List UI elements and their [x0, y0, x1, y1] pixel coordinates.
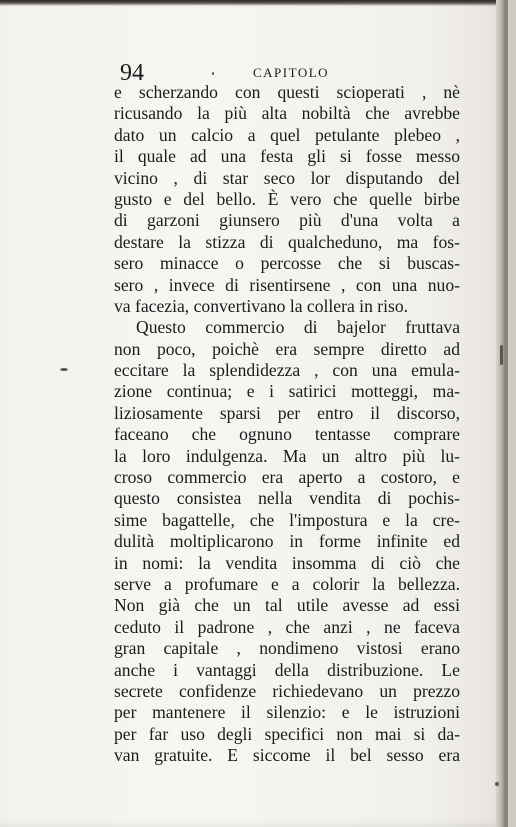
- text-line: ricusando la più alta nobiltà che avrebbe: [114, 103, 460, 124]
- text-line: vicino , di star seco lor disputando del: [114, 167, 460, 188]
- text-line: serve a profumare e a colorir la bellezza.: [114, 573, 460, 594]
- text-line: per far uso degli specifici non mai si da-: [114, 723, 460, 744]
- text-line: dato un calcio a quel petulante plebeo ,: [114, 124, 460, 145]
- ink-spot: [212, 72, 214, 75]
- text-line: di garzoni giunsero più d'una volta a: [114, 210, 460, 231]
- ink-spot: [495, 782, 499, 786]
- text-line: in nomi: la vendita insomma di ciò che: [114, 552, 460, 573]
- text-line: destare la stizza di qualcheduno, ma fos-: [114, 231, 460, 252]
- text-line: e scherzando con questi scioperati , nè: [114, 82, 460, 102]
- page-number: 94: [120, 60, 144, 86]
- text-line: ceduto il padrone , che anzi , ne faceva: [114, 616, 460, 637]
- text-line: eccitare la splendidezza , con una emula-: [114, 360, 460, 381]
- paragraph-end-line: va facezia, convertivano la collera in riso.: [114, 295, 409, 316]
- text-line: la loro indulgenza. Ma un altro più lu-: [114, 445, 460, 466]
- text-line: sime bagattelle, che l'impostura e la cre-: [114, 509, 460, 530]
- text-line: gran capitale , nondimeno vistosi erano: [114, 638, 460, 659]
- text-line: faceano che ognuno tentasse comprare: [114, 424, 460, 445]
- text-line: dulità moltiplicarono in forme infinite ed: [114, 531, 460, 552]
- text-line: sero minacce o percosse che si buscas-: [114, 253, 460, 274]
- text-line: liziosamente sparsi per entro il discorso,: [114, 402, 460, 423]
- text-line: sero , invece di risentirsene , con una nuo-: [114, 274, 460, 295]
- text-line: zione continua; e i satirici motteggi, ma-: [114, 381, 460, 402]
- text-line: gusto e del bello. È vero che quelle birbe: [114, 188, 460, 209]
- text-line: il quale ad una festa gli si fosse messo: [114, 146, 460, 167]
- ink-spot: [60, 368, 68, 371]
- text-line: secrete confidenze richiedevano un prezzo: [114, 680, 460, 701]
- text-line: questo consistea nella vendita di pochis-: [114, 488, 460, 509]
- text-body: [114, 82, 460, 767]
- ink-spot: [500, 345, 503, 365]
- text-line: croso commercio era aperto a costoro, e: [114, 467, 460, 488]
- text-line: van gratuite. E siccome il bel sesso era: [114, 745, 460, 766]
- page-right-edge: [496, 0, 506, 827]
- text-line: anche i vantaggi della distribuzione. Le: [114, 659, 460, 680]
- text-line: non poco, poichè era sempre diretto ad: [114, 338, 460, 359]
- chapter-label: CAPITOLO: [253, 65, 330, 80]
- paragraph-start-line: Questo commercio di bajelor fruttava: [136, 317, 460, 338]
- text-line: per mantenere il silenzio: e le istruzioni: [114, 702, 460, 723]
- text-line: Non già che un tal utile avesse ad essi: [114, 595, 460, 616]
- page-top-edge: [0, 0, 506, 6]
